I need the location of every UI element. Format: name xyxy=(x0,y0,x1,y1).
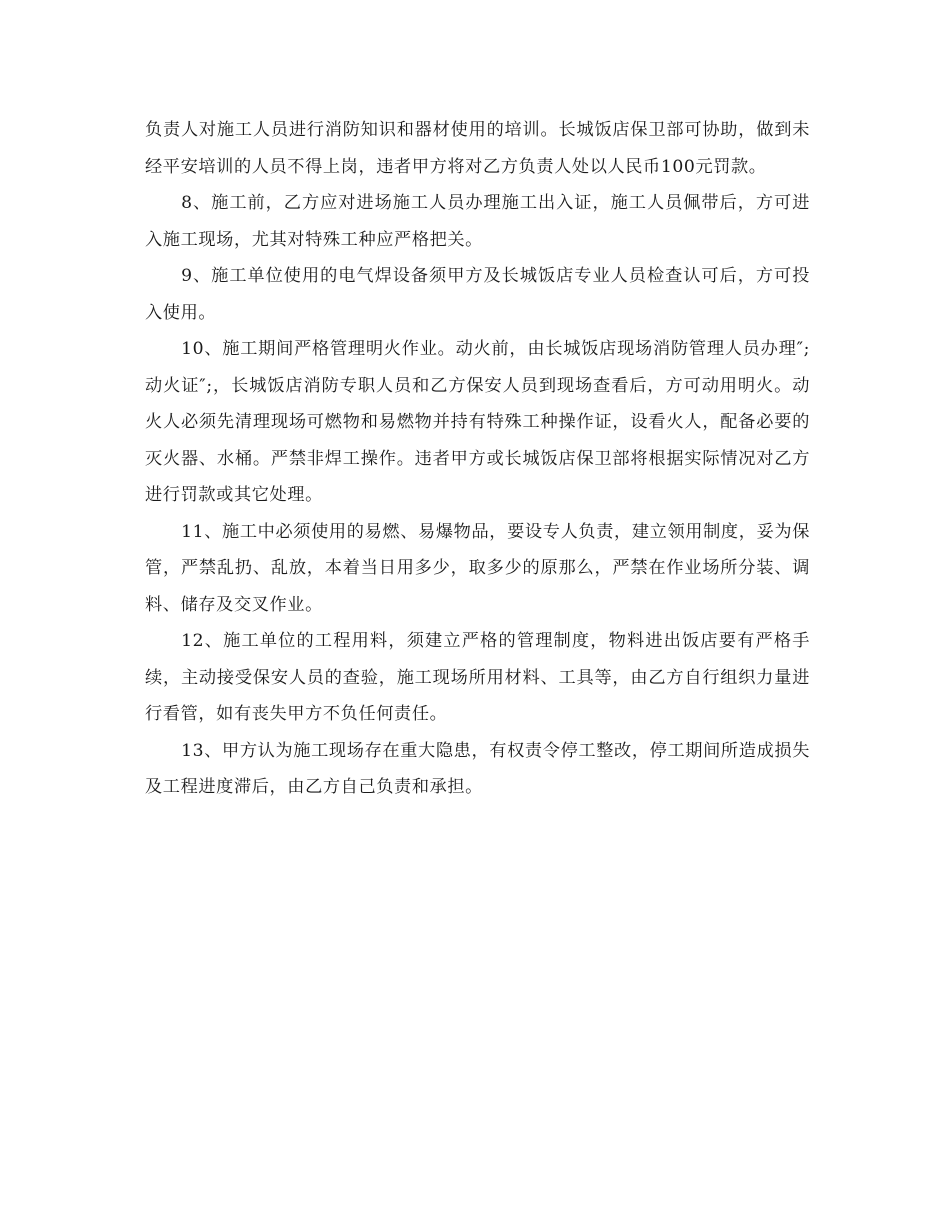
paragraph-item-8: 8、施工前，乙方应对进场施工人员办理施工出入证，施工人员佩带后，方可进入施工现场，尤其对特殊工种应严格把关。 xyxy=(145,193,810,250)
paragraph-item-13: 13、甲方认为施工现场存在重大隐患，有权责令停工整改，停工期间所造成损失及工程进度滞后，由乙方自己负责和承担。 xyxy=(145,740,810,797)
paragraph-continuation: 负责人对施工人员进行消防知识和器材使用的培训。长城饭店保卫部可协助，做到未经平安培训的人员不得上岗，违者甲方将对乙方负责人处以人民币100元罚款。 xyxy=(145,120,810,177)
paragraph-item-12: 12、施工单位的工程用料，须建立严格的管理制度，物料进出饭店要有严格手续，主动接受保安人员的查验，施工现场所用材料、工具等，由乙方自行组织力量进行看管，如有丧失甲方不负任何责任。 xyxy=(145,631,810,724)
paragraph-item-11: 11、施工中必须使用的易燃、易爆物品，要设专人负责，建立领用制度，妥为保管，严禁乱扔、乱放，本着当日用多少，取多少的原那么，严禁在作业场所分装、调料、储存及交叉作业。 xyxy=(145,521,810,615)
paragraph-item-9: 9、施工单位使用的电气焊设备须甲方及长城饭店专业人员检查认可后，方可投入使用。 xyxy=(145,266,810,323)
paragraph-item-10: 10、施工期间严格管理明火作业。动火前，由长城饭店现场消防管理人员办理″;动火证″;，长城饭店消防专职人员和乙方保安人员到现场查看后，方可动用明火。动火人必须先清理现场可燃物和易燃物并持有特殊工种操作证，设看火人，配备必要的灭火器、水桶。严禁非焊工操作。违者甲方或长城饭店保卫部将根据实际情况对乙方进行罚款或其它处理。 xyxy=(145,339,810,505)
document-body xyxy=(145,112,810,806)
